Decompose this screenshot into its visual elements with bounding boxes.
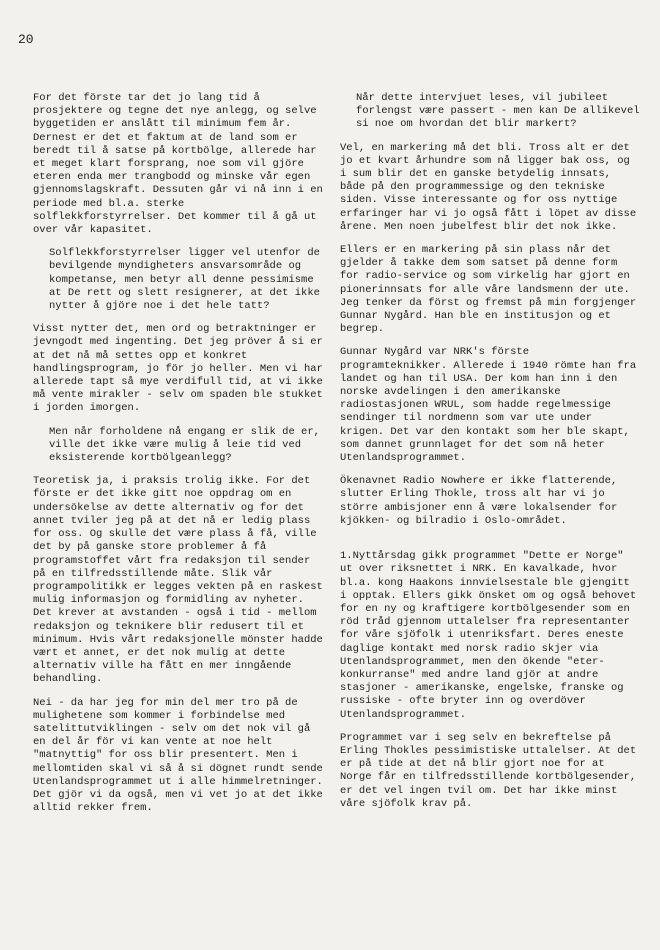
paragraph: Gunnar Nygård var NRK's förste programteknikker. Allerede i 1940 römte han fra landet og han til USA. Der kom han inn i den norske avdelingen i den amerikanske radiostasjonen WRUL, som hadde regelmessige sendinger til nordmenn som var ute under krigen. Det var den kontakt som her ble skapt, som dannet grunnlaget for det som nå heter Utenlandsprogrammet. (340, 346, 637, 465)
interview-question: Når dette intervjuet leses, vil jubileet forlengst være passert - men kan De allikevel si noe om hvordan det blir markert? (356, 92, 640, 131)
paragraph: 1.Nyttårsdag gikk programmet "Dette er Norge" ut over riksnettet i NRK. En kavalkade, hvor bl.a. kong Haakons innvielsestale ble gjengitt i opptak. Ellers gikk önsket om og også behovet for en ny og kraftigere kortbölgesender som en röd tråd gjennom uttalelser fra representanter for våre sjöfolk i utenriksfart. Deres eneste daglige kontakt med norsk radio skjer via Utenlandsprogrammet, men den ökende "eter-konkurranse" med andre land gjör at andre stasjoner - amerikanske, engelske, franske og russiske - ofte bryter inn og overdöver Utenlandsprogrammet. (340, 550, 637, 721)
paragraph: Visst nytter det, men ord og betraktninger er jevngodt med ingenting. Det jeg pröver å si er at det nå må settes opp et konkret handlingsprogram, jo för jo heller. Men vi har allerede tapt så mye verdifull tid, at vi ikke må vente mirakler - selv om spaden ble stukket i jorden imorgen. (33, 323, 323, 415)
interview-question: Men når forholdene nå engang er slik de er, ville det ikke være mulig å leie tid ved eksisterende kortbölgeanlegg? (49, 425, 320, 465)
section-gap (340, 538, 640, 550)
paragraph: Teoretisk ja, i praksis trolig ikke. For det förste er det ikke gitt noe oppdrag om en undersökelse av dette alternativ og for det annet tviler jeg på at det nå er ledig plass for oss. Og skulle det være plass å få, ville det by på ganske store problemer å få programstoffet vårt fra redaksjon til sender på en tilfredsstillende måte. Slik vår programpolitikk er legges vekten på en raskest mulig informasjon og formidling av nyheter. Det krever at avstanden - også i tid - mellom redaksjon og teknikere blir redusert til et minimum. Hvis vårt redaksjonelle mönster hadde vært et annet, er det nok mulig at dette alternativ ville ha fått en mer inngående behandling. (33, 475, 323, 686)
paragraph: Nei - da har jeg for min del mer tro på de mulighetene som kommer i forbindelse med satelittutviklingen - selv om det nok vil gå en del år för vi kan vente at noe helt "matnyttig" for oss blir presentert. Men i mellomtiden skal vi så å si dögnet rundt sende Utenlandsprogrammet ut i alle himmelretninger. Det gjör vi da også, men vi vet jo at det ikke alltid rekker frem. (33, 696, 323, 815)
page-number: 20 (18, 32, 34, 47)
paragraph: Vel, en markering må det bli. Tross alt er det jo et kvart århundre som nå ligger bak oss, og i sum blir det en ganske betydelig innsats, både på den programmessige og den tekniske siden. Visse interessante og for oss nyttige erfaringer har vi jo også fått i löpet av disse årene. Men noen jubelfest blir det nok ikke. (340, 141, 637, 233)
right-column (340, 92, 640, 821)
paragraph: Ellers er en markering på sin plass når det gjelder å takke dem som satset på denne form for radio-service og som virkelig har gjort en pionerinnsats for alle våre landsmenn der ute. Jeg tenker da först og fremst på min forgjenger Gunnar Nygård. Han ble en institusjon og et begrep. (340, 244, 637, 336)
interview-question: Solflekkforstyrrelser ligger vel utenfor de bevilgende myndigheters ansvarsområde og kompetanse, men betyr all denne pessimisme at De rett og slett resignerer, at det ikke nytter å gjöre noe i det hele tatt? (49, 247, 320, 313)
paragraph: Programmet var i seg selv en bekreftelse på Erling Thokles pessimistiske uttalelser. At det er på tide at det nå blir gjort noe for at Norge får en tilfredsstillende kortbölgesender, er det vel ingen tvil om. Det har ikke minst våre sjöfolk krav på. (340, 731, 637, 810)
paragraph: For det förste tar det jo lang tid å prosjektere og tegne det nye anlegg, og selve byggetiden er anslått til minimum fem år. Dernest er det et faktum at de land som er beredt til å satse på kortbölge, allerede har et meget klart forsprang, noe som vil gjöre eteren enda mer trangbodd og minske vår egen gjennomslagskraft. Dessuten går vi nå inn i en periode med bl.a. sterke solflekkforstyrrelser. Det kommer til å gå ut over vår kapasitet. (33, 92, 323, 237)
left-column (33, 92, 325, 825)
paragraph: Ökenavnet Radio Nowhere er ikke flatterende, slutter Erling Thokle, tross alt har vi jo större ambisjoner enn å være lokalsender for kjökken- og bilradio i Oslo-området. (340, 475, 618, 527)
